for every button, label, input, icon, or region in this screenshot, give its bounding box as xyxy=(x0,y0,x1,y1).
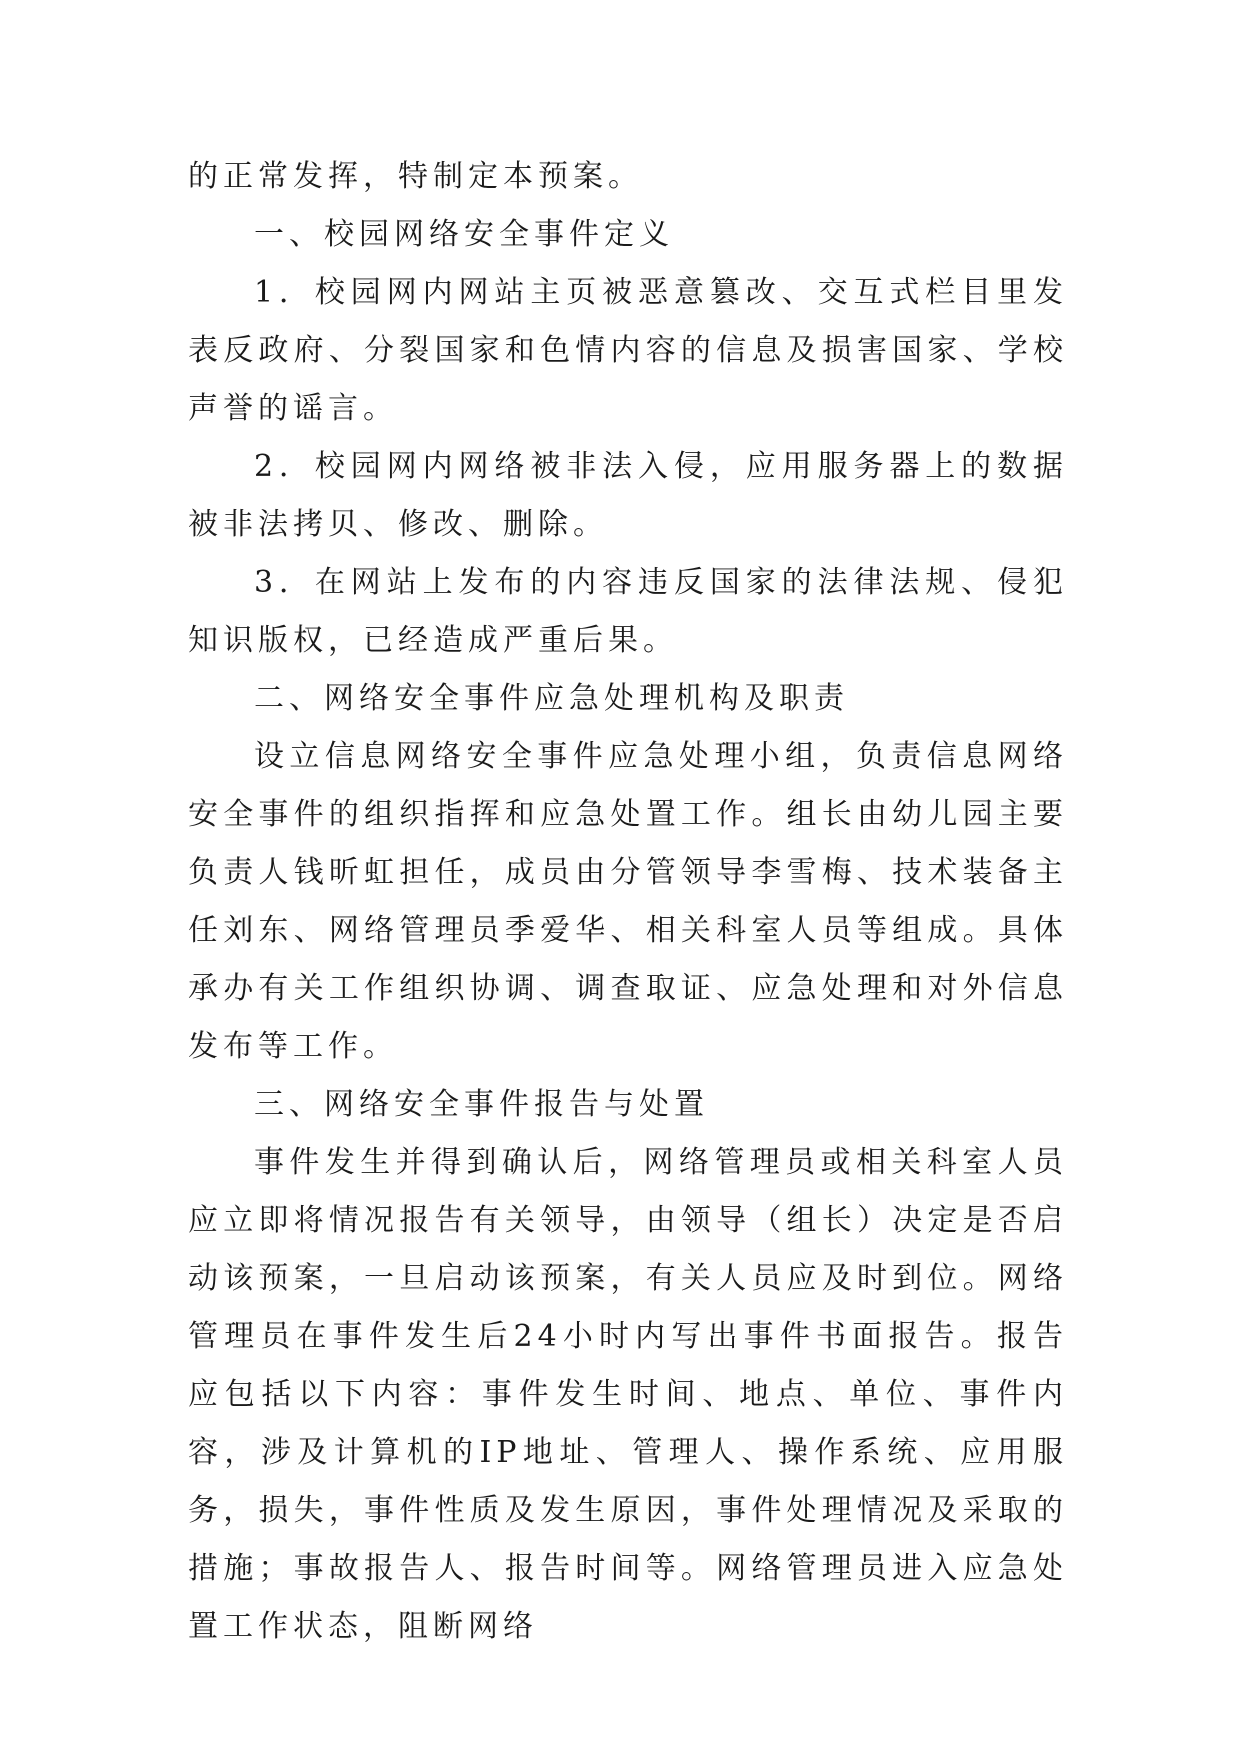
section-heading-report: 三、网络安全事件报告与处置 xyxy=(254,1087,709,1122)
section-heading-definition: 一、校园网络安全事件定义 xyxy=(254,217,674,252)
paragraph-item-3: 3．在网站上发布的内容违反国家的法律法规、侵犯知识版权，已经造成严重后果。 xyxy=(188,565,1068,658)
document-body xyxy=(188,148,1068,1656)
paragraph-item-1: 1．校园网内网站主页被恶意篡改、交互式栏目里发表反政府、分裂国家和色情内容的信息及损害国家、学校声誉的谣言。 xyxy=(188,275,1068,426)
paragraph-organization: 设立信息网络安全事件应急处理小组，负责信息网络安全事件的组织指挥和应急处置工作。组长由幼儿园主要负责人钱昕虹担任，成员由分管领导李雪梅、技术装备主任刘东、网络管理员季爱华、相关科室人员等组成。具体承办有关工作组织协调、调查取证、应急处理和对外信息发布等工作。 xyxy=(188,739,1068,1064)
paragraph-report: 事件发生并得到确认后，网络管理员或相关科室人员应立即将情况报告有关领导，由领导（组长）决定是否启动该预案，一旦启动该预案，有关人员应及时到位。网络管理员在事件发生后24小时内写出事件书面报告。报告应包括以下内容：事件发生时间、地点、单位、事件内容，涉及计算机的IP地址、管理人、操作系统、应用服务，损失，事件性质及发生原因，事件处理情况及采取的措施；事故报告人、报告时间等。网络管理员进入应急处置工作状态，阻断网络 xyxy=(188,1145,1068,1644)
paragraph-continuation: 的正常发挥，特制定本预案。 xyxy=(188,159,643,194)
section-heading-organization: 二、网络安全事件应急处理机构及职责 xyxy=(254,681,849,716)
paragraph-item-2: 2．校园网内网络被非法入侵，应用服务器上的数据被非法拷贝、修改、删除。 xyxy=(188,449,1068,542)
